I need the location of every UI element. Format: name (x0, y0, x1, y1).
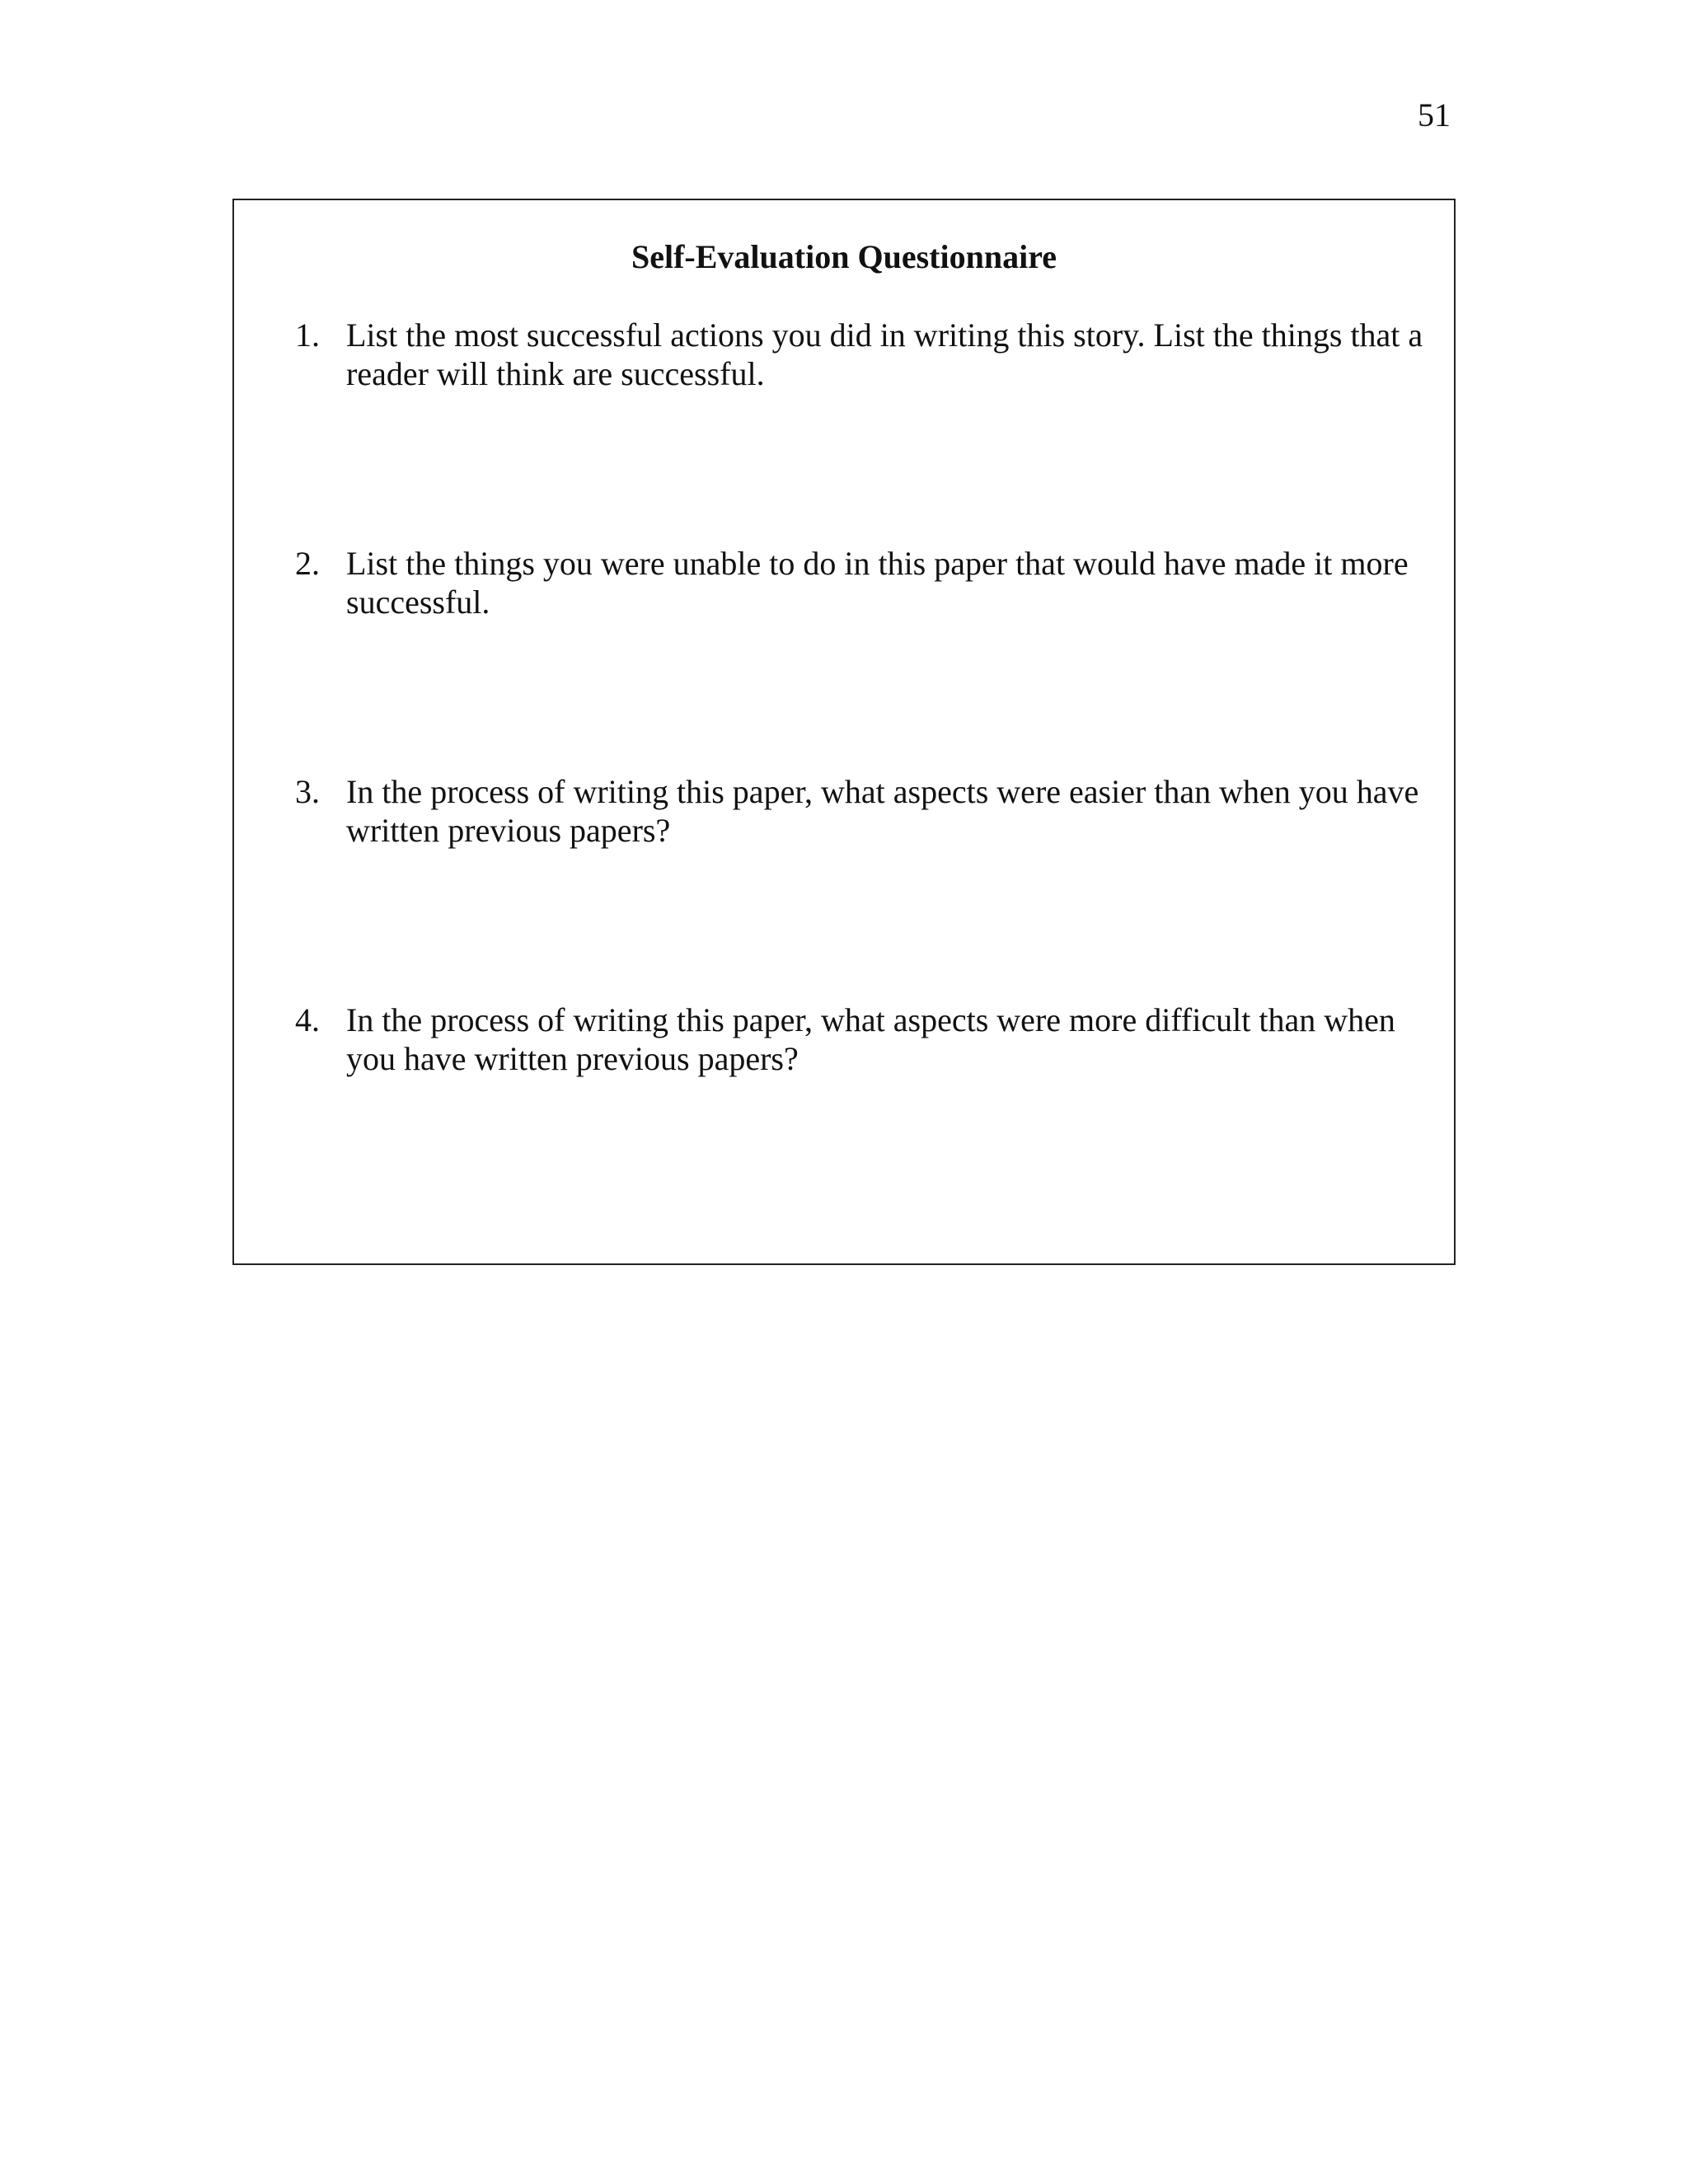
question-text: In the process of writing this paper, what aspects were easier than when you have written previous papers? (346, 773, 1419, 849)
question-item (295, 316, 1432, 393)
question-text: List the things you were unable to do in this paper that would have made it more successful. (346, 545, 1409, 621)
question-item (295, 772, 1432, 850)
question-number: 1. (295, 316, 320, 354)
question-item (295, 544, 1432, 621)
question-number: 3. (295, 773, 320, 810)
question-number: 2. (295, 545, 320, 582)
question-text: In the process of writing this paper, what aspects were more difficult than when you have written previous papers? (346, 1001, 1395, 1077)
question-text: List the most successful actions you did in writing this story. List the things that a reader will think are successful. (346, 316, 1423, 392)
question-item (295, 1001, 1432, 1078)
page-number: 51 (1418, 96, 1451, 134)
questionnaire-title: Self-Evaluation Questionnaire (631, 238, 1057, 275)
question-number: 4. (295, 1001, 320, 1038)
